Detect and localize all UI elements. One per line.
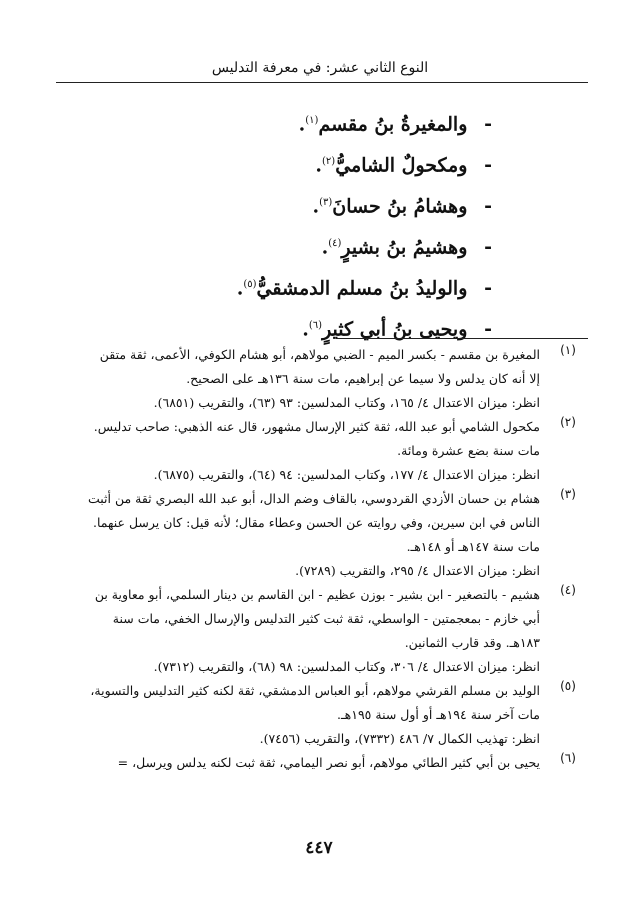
item-end: . (298, 113, 306, 136)
footnote-line: مات سنة ١٤٧هـ أو ١٤٨هـ. (406, 539, 540, 554)
item-text: وهشيمُ بنُ بشيرٍ (341, 236, 468, 259)
footnote (52, 343, 586, 415)
item-text: والوليدُ بنُ مسلم الدمشقيُّ (256, 277, 468, 300)
footnote-ref: (٦) (308, 320, 323, 331)
item-end: . (315, 154, 323, 177)
list-item (152, 223, 492, 264)
footnote-line: مات سنة بضع عشرة ومائة. (397, 443, 540, 458)
list-item (152, 100, 492, 141)
footnote-ref: (٥) (243, 279, 257, 290)
footnote (52, 751, 586, 775)
footnote-line: مات آخر سنة ١٩٤هـ أو أول سنة ١٩٥هـ. (337, 707, 540, 722)
footnote-line: انظر: ميزان الاعتدال ٤/ ١٧٧، وكتاب المدلسين: ٩٤ (٦٤)، والتقريب (٦٨٧٥). (153, 467, 540, 482)
item-dash: - (484, 195, 492, 218)
footnote-line: ١٨٣هـ. وقد قارب الثمانين. (404, 635, 540, 650)
footnote-line: الوليد بن مسلم القرشي مولاهم، أبو العباس الدمشقي، ثقة لكنه كثير التدليس والتسوية، (90, 683, 540, 698)
footnote-line: الناس في ابن سيرين، وفي روايته عن الحسن وعطاء مقال؛ لأنه قيل: كان يرسل عنهما. (92, 515, 540, 530)
footnote-line: هشام بن حسان الأزدي القردوسي، بالقاف وضم الدال، أبو عبد الله البصري ثقة من أثبت (88, 491, 540, 506)
list-item (152, 305, 492, 346)
footnote (52, 583, 586, 679)
footnote (52, 415, 586, 487)
running-header: النوع الثاني عشر: في معرفة التدليس (211, 60, 429, 76)
footnote-line: إلا أنه كان يدلس ولا سيما عن إبراهيم، مات سنة ١٣٦هـ على الصحيح. (186, 371, 540, 386)
footnote-ref: (٢) (322, 156, 336, 167)
item-text: ويحيى بنُ أبي كثيرٍ (322, 318, 468, 341)
footnote-line: هشيم - بالتصغير - ابن بشير - بوزن عظيم - ابن القاسم بن دينار السلمي، أبو معاوية بن (94, 587, 540, 602)
item-dash: - (484, 154, 492, 177)
main-text-list (152, 100, 492, 346)
item-text: وهشامُ بنُ حسانَ (332, 195, 468, 218)
footnote-ref: (٤) (328, 238, 342, 249)
list-item (152, 182, 492, 223)
item-text: والمغيرةُ بنُ مقسم (318, 113, 468, 136)
footnote-number: (٣) (560, 487, 576, 501)
footnote-number: (٤) (560, 583, 576, 597)
footnotes-section (52, 343, 586, 775)
footnote (52, 679, 586, 751)
item-dash: - (484, 318, 492, 341)
list-item (152, 141, 492, 182)
item-end: . (321, 236, 329, 259)
footnote-line: المغيرة بن مقسم - بكسر الميم - الضبي مولاهم، أبو هشام الكوفي، الأعمى، ثقة متقن (99, 347, 540, 362)
footnote-line: أبي خازم - بمعجمتين - الواسطي، ثقة ثبت كثير التدليس والإرسال الخفي، مات سنة (112, 611, 540, 626)
item-text: ومكحولٌ الشاميُّ (335, 154, 468, 177)
footnote-line: انظر: ميزان الاعتدال ٤/ ٢٩٥، والتقريب (٧٢٨٩). (295, 563, 540, 578)
item-end: . (312, 195, 320, 218)
footnote-number: (٥) (560, 679, 576, 693)
item-dash: - (484, 113, 492, 136)
footnote-number: (١) (560, 343, 576, 357)
item-dash: - (484, 236, 492, 259)
item-end: . (236, 277, 244, 300)
footnote-line: انظر: تهذيب الكمال ٧/ ٤٨٦ (٧٣٣٢)، والتقريب (٧٤٥٦). (259, 731, 540, 746)
footnote-number: (٢) (560, 415, 576, 429)
item-end: . (302, 318, 309, 341)
footnote-divider (336, 338, 588, 339)
footnote-line: يحيى بن أبي كثير الطائي مولاهم، أبو نصر اليمامي، ثقة ثبت لكنه يدلس ويرسل، = (117, 755, 540, 770)
page-number: ٤٤٧ (305, 838, 333, 858)
list-item (152, 264, 492, 305)
footnote-ref: (١) (305, 115, 319, 126)
footnote-line: انظر: ميزان الاعتدال ٤/ ٣٠٦، وكتاب المدلسين: ٩٨ (٦٨)، والتقريب (٧٣١٢). (153, 659, 540, 674)
footnote-line: انظر: ميزان الاعتدال ٤/ ١٦٥، وكتاب المدلسين: ٩٣ (٦٣)، والتقريب (٦٨٥١). (153, 395, 540, 410)
footnote (52, 487, 586, 583)
header-divider (56, 82, 588, 83)
item-dash: - (484, 277, 492, 300)
footnote-ref: (٣) (319, 197, 333, 208)
footnote-line: مكحول الشامي أبو عبد الله، ثقة كثير الإرسال مشهور، قال عنه الذهبي: صاحب تدليس. (93, 419, 540, 434)
footnote-number: (٦) (560, 751, 576, 765)
